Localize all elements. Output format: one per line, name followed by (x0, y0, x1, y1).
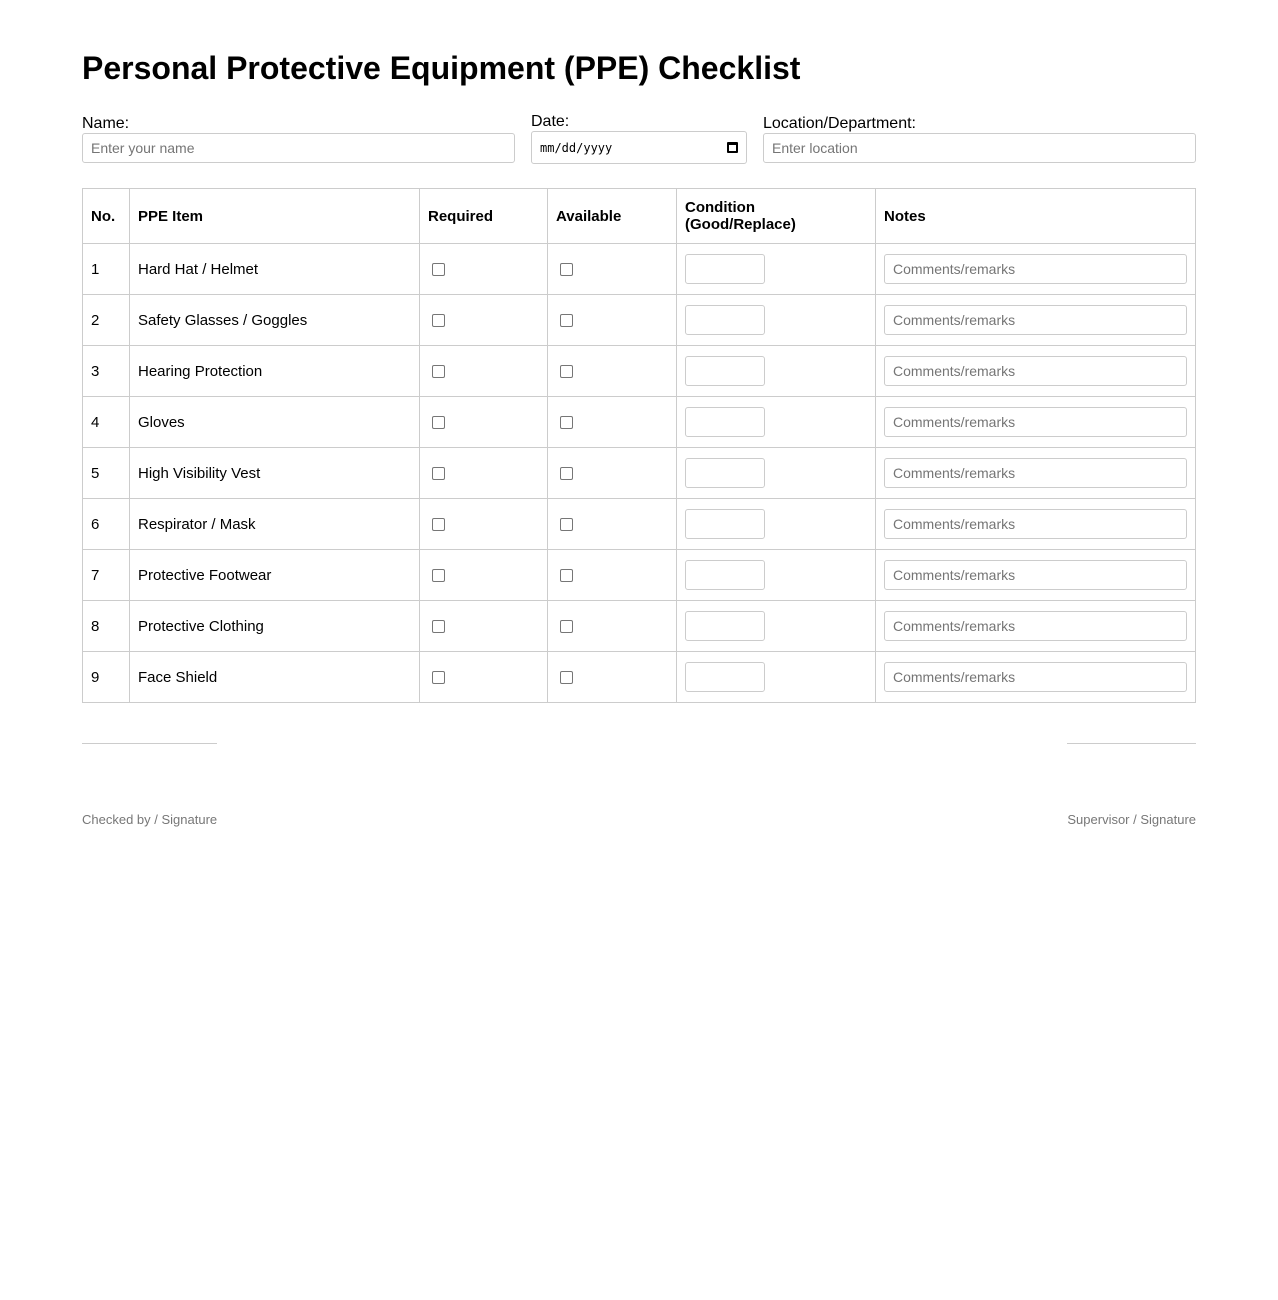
header-item: PPE Item (130, 189, 420, 244)
name-placeholder: Enter your name (91, 140, 195, 156)
table-row (83, 550, 1196, 601)
notes-placeholder: Comments/remarks (893, 669, 1016, 685)
notes-input[interactable] (884, 356, 1187, 386)
required-checkbox[interactable] (432, 518, 445, 531)
notes-cell (876, 448, 1196, 499)
notes-cell (876, 601, 1196, 652)
required-checkbox[interactable] (432, 263, 445, 276)
row-number: 4 (83, 397, 130, 448)
required-cell (420, 295, 548, 346)
condition-input[interactable] (685, 611, 765, 641)
available-cell (548, 550, 677, 601)
available-checkbox[interactable] (560, 569, 573, 582)
required-cell (420, 448, 548, 499)
supervisor-label: Supervisor / Signature (1067, 812, 1196, 827)
location-input[interactable] (763, 133, 1196, 163)
notes-input[interactable] (884, 254, 1187, 284)
available-cell (548, 244, 677, 295)
required-checkbox[interactable] (432, 671, 445, 684)
name-label: Name: (82, 115, 130, 132)
available-cell (548, 499, 677, 550)
notes-placeholder: Comments/remarks (893, 312, 1016, 328)
required-checkbox[interactable] (432, 467, 445, 480)
header-no: No. (83, 189, 130, 244)
notes-input[interactable] (884, 305, 1187, 335)
ppe-item: Protective Footwear (130, 550, 420, 601)
notes-cell (876, 346, 1196, 397)
condition-cell (677, 346, 876, 397)
required-checkbox[interactable] (432, 365, 445, 378)
row-number: 6 (83, 499, 130, 550)
location-placeholder: Enter location (772, 140, 858, 156)
condition-cell (677, 499, 876, 550)
ppe-item: Hearing Protection (130, 346, 420, 397)
table-row (83, 295, 1196, 346)
condition-cell (677, 295, 876, 346)
row-number: 5 (83, 448, 130, 499)
condition-input[interactable] (685, 509, 765, 539)
available-checkbox[interactable] (560, 620, 573, 633)
notes-placeholder: Comments/remarks (893, 516, 1016, 532)
condition-cell (677, 397, 876, 448)
condition-input[interactable] (685, 356, 765, 386)
ppe-item: Face Shield (130, 652, 420, 703)
available-checkbox[interactable] (560, 263, 573, 276)
available-checkbox[interactable] (560, 467, 573, 480)
available-cell (548, 652, 677, 703)
required-cell (420, 499, 548, 550)
table-row (83, 448, 1196, 499)
ppe-item: Gloves (130, 397, 420, 448)
condition-input[interactable] (685, 305, 765, 335)
row-number: 8 (83, 601, 130, 652)
notes-cell (876, 550, 1196, 601)
notes-input[interactable] (884, 560, 1187, 590)
row-number: 1 (83, 244, 130, 295)
required-cell (420, 601, 548, 652)
table-row (83, 346, 1196, 397)
date-placeholder: mm/dd/yyyy (540, 140, 613, 155)
header-required: Required (420, 189, 548, 244)
notes-input[interactable] (884, 611, 1187, 641)
row-number: 9 (83, 652, 130, 703)
required-checkbox[interactable] (432, 569, 445, 582)
notes-input[interactable] (884, 407, 1187, 437)
row-number: 2 (83, 295, 130, 346)
header-available: Available (548, 189, 677, 244)
condition-input[interactable] (685, 662, 765, 692)
supervisor-signature-line (1067, 743, 1196, 744)
condition-cell (677, 550, 876, 601)
notes-cell (876, 652, 1196, 703)
date-input[interactable] (531, 131, 747, 164)
notes-placeholder: Comments/remarks (893, 363, 1016, 379)
table-row (83, 601, 1196, 652)
page-title: Personal Protective Equipment (PPE) Checklist (82, 50, 801, 86)
table-header-row (83, 189, 1196, 244)
notes-input[interactable] (884, 458, 1187, 488)
notes-input[interactable] (884, 509, 1187, 539)
checked-by-signature-line (82, 743, 217, 744)
condition-input[interactable] (685, 560, 765, 590)
ppe-table (82, 188, 1196, 703)
required-cell (420, 550, 548, 601)
notes-cell (876, 397, 1196, 448)
table-row (83, 499, 1196, 550)
ppe-item: Hard Hat / Helmet (130, 244, 420, 295)
required-cell (420, 346, 548, 397)
available-cell (548, 295, 677, 346)
notes-placeholder: Comments/remarks (893, 261, 1016, 277)
ppe-item: High Visibility Vest (130, 448, 420, 499)
notes-cell (876, 499, 1196, 550)
calendar-icon[interactable] (727, 142, 738, 153)
row-number: 3 (83, 346, 130, 397)
table-row (83, 652, 1196, 703)
available-checkbox[interactable] (560, 365, 573, 378)
table-row (83, 397, 1196, 448)
name-input[interactable] (82, 133, 515, 163)
available-cell (548, 397, 677, 448)
date-label: Date: (531, 113, 570, 130)
header-condition: Condition (Good/Replace) (677, 189, 876, 244)
condition-cell (677, 244, 876, 295)
available-cell (548, 601, 677, 652)
condition-input[interactable] (685, 254, 765, 284)
required-cell (420, 244, 548, 295)
notes-placeholder: Comments/remarks (893, 567, 1016, 583)
condition-input[interactable] (685, 458, 765, 488)
available-checkbox[interactable] (560, 416, 573, 429)
condition-input[interactable] (685, 407, 765, 437)
condition-cell (677, 652, 876, 703)
ppe-item: Safety Glasses / Goggles (130, 295, 420, 346)
notes-placeholder: Comments/remarks (893, 618, 1016, 634)
available-checkbox[interactable] (560, 671, 573, 684)
required-cell (420, 397, 548, 448)
required-checkbox[interactable] (432, 314, 445, 327)
notes-cell (876, 244, 1196, 295)
notes-placeholder: Comments/remarks (893, 414, 1016, 430)
condition-cell (677, 601, 876, 652)
notes-cell (876, 295, 1196, 346)
available-checkbox[interactable] (560, 518, 573, 531)
table-row (83, 244, 1196, 295)
notes-placeholder: Comments/remarks (893, 465, 1016, 481)
row-number: 7 (83, 550, 130, 601)
available-checkbox[interactable] (560, 314, 573, 327)
checked-by-label: Checked by / Signature (82, 812, 218, 827)
header-notes: Notes (876, 189, 1196, 244)
required-checkbox[interactable] (432, 620, 445, 633)
required-checkbox[interactable] (432, 416, 445, 429)
condition-cell (677, 448, 876, 499)
ppe-item: Respirator / Mask (130, 499, 420, 550)
location-label: Location/Department: (763, 115, 916, 132)
ppe-item: Protective Clothing (130, 601, 420, 652)
available-cell (548, 448, 677, 499)
required-cell (420, 652, 548, 703)
notes-input[interactable] (884, 662, 1187, 692)
available-cell (548, 346, 677, 397)
